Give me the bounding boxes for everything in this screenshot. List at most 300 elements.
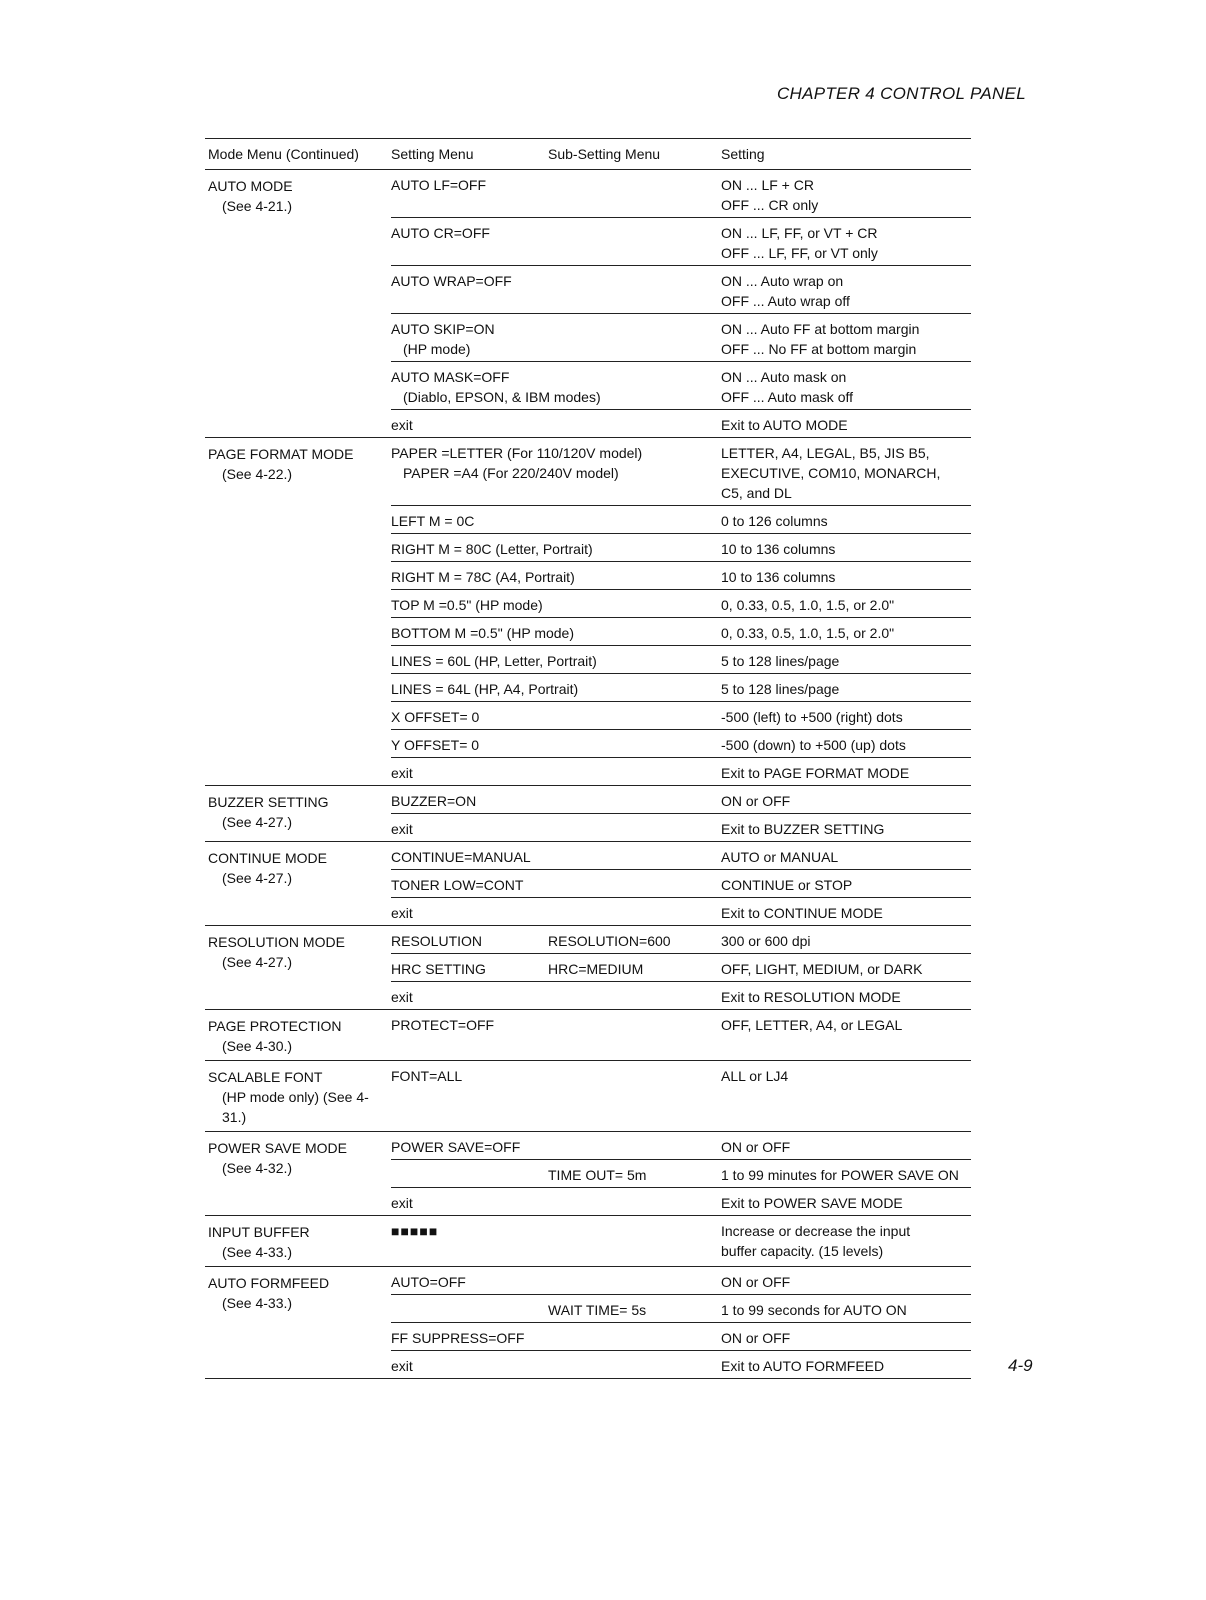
setting-menu-cell (391, 1137, 548, 1157)
sub-setting-menu-cell (548, 819, 721, 839)
setting-value-cell (721, 170, 971, 217)
sub-setting-menu-cell (548, 903, 721, 923)
sub-setting-menu-cell (548, 511, 721, 531)
setting-value-text: OFF ... No FF at bottom margin (721, 341, 917, 357)
table-section (205, 1061, 971, 1132)
table-row (391, 589, 971, 617)
setting-menu-cell (391, 959, 548, 979)
setting-menu-cell (391, 903, 548, 923)
setting-menu-cell (391, 875, 548, 895)
setting-menu-cell (391, 443, 643, 503)
table-row (391, 1322, 971, 1350)
menu-cell (391, 674, 721, 701)
setting-value-text: AUTO or MANUAL (721, 849, 839, 865)
setting-menu-text: X OFFSET= 0 (391, 709, 480, 725)
sub-setting-menu-cell (548, 223, 721, 263)
menu-cell (391, 1132, 721, 1159)
setting-value-cell (721, 842, 971, 869)
setting-menu-text: LEFT M = 0C (391, 513, 475, 529)
setting-value-cell (721, 618, 971, 645)
table-row (391, 786, 971, 813)
table-row (391, 1216, 971, 1263)
setting-value-text: ON ... LF, FF, or VT + CR (721, 225, 878, 241)
setting-menu-cell (391, 735, 548, 755)
setting-menu-cell (391, 1300, 548, 1320)
setting-value-cell (721, 1061, 971, 1088)
mode-name: SCALABLE FONT (208, 1069, 323, 1085)
setting-rows (391, 1132, 971, 1215)
setting-menu-text: ■■■■■ (391, 1223, 439, 1239)
setting-value-text: CONTINUE or STOP (721, 877, 853, 893)
setting-value-text: Exit to AUTO MODE (721, 417, 848, 433)
column-header-sub-setting-menu: Sub-Setting Menu (548, 146, 661, 162)
setting-menu-cell (391, 175, 548, 215)
table-row (391, 1350, 971, 1378)
setting-menu-text: HRC SETTING (391, 961, 486, 977)
setting-menu-cell (391, 415, 548, 435)
setting-menu-text: (HP mode) (403, 341, 471, 357)
setting-menu-cell (391, 707, 548, 727)
table-section (205, 842, 971, 926)
mode-name: PAGE PROTECTION (208, 1018, 342, 1034)
setting-menu-text: RESOLUTION (391, 933, 483, 949)
table-row (391, 533, 971, 561)
setting-value-text: Exit to POWER SAVE MODE (721, 1195, 903, 1211)
mode-menu-table (205, 138, 971, 1379)
table-row (391, 505, 971, 533)
setting-menu-text: exit (391, 417, 413, 433)
sub-setting-menu-cell (548, 1015, 721, 1035)
setting-menu-text: (Diablo, EPSON, & IBM modes) (403, 389, 601, 405)
menu-cell (391, 814, 721, 841)
menu-cell (391, 534, 721, 561)
menu-cell (391, 730, 721, 757)
menu-cell (391, 758, 721, 785)
setting-rows (391, 170, 971, 437)
menu-cell (391, 1061, 721, 1088)
table-section (205, 1010, 971, 1061)
setting-value-text: 0, 0.33, 0.5, 1.0, 1.5, or 2.0" (721, 625, 895, 641)
setting-value-text: -500 (left) to +500 (right) dots (721, 709, 903, 725)
setting-menu-cell (391, 819, 548, 839)
table-row (391, 217, 971, 265)
setting-menu-cell (391, 763, 548, 783)
setting-value-text: Exit to RESOLUTION MODE (721, 989, 901, 1005)
setting-value-cell (721, 870, 971, 897)
setting-value-cell (721, 1351, 971, 1378)
setting-menu-cell (391, 1193, 548, 1213)
setting-menu-cell (391, 511, 548, 531)
setting-menu-text: PAPER =A4 (For 220/240V model) (403, 465, 619, 481)
setting-value-cell (721, 410, 971, 437)
setting-menu-cell (391, 539, 593, 559)
setting-rows (391, 926, 971, 1009)
setting-menu-cell (391, 567, 575, 587)
setting-menu-text: exit (391, 905, 413, 921)
setting-value-cell (721, 218, 971, 265)
column-header-setting-menu: Setting Menu (391, 146, 474, 162)
setting-value-text: ALL or LJ4 (721, 1068, 789, 1084)
setting-value-cell (721, 562, 971, 589)
mode-cell (205, 786, 391, 841)
setting-value-text: 1 to 99 seconds for AUTO ON (721, 1302, 907, 1318)
table-row (391, 701, 971, 729)
setting-value-text: buffer capacity. (15 levels) (721, 1243, 884, 1259)
setting-menu-cell (391, 791, 548, 811)
table-row (391, 313, 971, 361)
setting-value-cell (721, 1188, 971, 1215)
menu-cell (391, 786, 721, 813)
setting-value-text: Increase or decrease the input (721, 1223, 911, 1239)
sub-setting-menu-cell (548, 1356, 721, 1376)
setting-value-text: LETTER, A4, LEGAL, B5, JIS B5, (721, 445, 930, 461)
setting-rows (391, 1267, 971, 1378)
setting-value-cell (721, 786, 971, 813)
menu-cell (391, 1323, 721, 1350)
setting-value-text: OFF ... LF, FF, or VT only (721, 245, 878, 261)
sub-setting-menu-cell (548, 1066, 721, 1086)
table-row (391, 438, 971, 505)
table-row (391, 1010, 971, 1037)
setting-value-text: 0, 0.33, 0.5, 1.0, 1.5, or 2.0" (721, 597, 895, 613)
table-section (205, 1132, 971, 1216)
setting-menu-text: exit (391, 1358, 413, 1374)
setting-value-cell (721, 926, 971, 953)
setting-value-text: ON or OFF (721, 1330, 791, 1346)
setting-value-text: Exit to PAGE FORMAT MODE (721, 765, 910, 781)
mode-cell (205, 1216, 391, 1266)
setting-value-text: 300 or 600 dpi (721, 933, 811, 949)
setting-menu-text: PROTECT=OFF (391, 1017, 495, 1033)
setting-value-cell (721, 646, 971, 673)
menu-cell (391, 1295, 721, 1322)
setting-value-text: 0 to 126 columns (721, 513, 828, 529)
setting-value-cell (721, 758, 971, 785)
mode-reference: (See 4-33.) (222, 1244, 293, 1260)
menu-cell (391, 1160, 721, 1187)
table-row (391, 645, 971, 673)
setting-menu-cell (391, 1221, 548, 1261)
setting-menu-cell (391, 595, 548, 615)
table-section (205, 926, 971, 1010)
setting-value-cell (721, 266, 971, 313)
setting-value-cell (721, 898, 971, 925)
setting-value-text: OFF, LETTER, A4, or LEGAL (721, 1017, 903, 1033)
setting-menu-cell (391, 847, 548, 867)
setting-menu-text: exit (391, 821, 413, 837)
setting-menu-text: AUTO SKIP=ON (391, 321, 495, 337)
menu-cell (391, 170, 721, 217)
setting-value-text: OFF, LIGHT, MEDIUM, or DARK (721, 961, 923, 977)
menu-cell (391, 898, 721, 925)
setting-menu-text: BOTTOM M =0.5" (HP mode) (391, 625, 574, 641)
setting-menu-cell (391, 651, 597, 671)
setting-value-text: EXECUTIVE, COM10, MONARCH, (721, 465, 941, 481)
setting-menu-cell (391, 319, 548, 359)
setting-menu-text: FF SUPPRESS=OFF (391, 1330, 525, 1346)
setting-value-text: ON ... Auto mask on (721, 369, 847, 385)
table-row (391, 869, 971, 897)
table-row (391, 981, 971, 1009)
menu-cell (391, 410, 721, 437)
setting-value-cell (721, 1010, 971, 1037)
setting-value-text: Exit to AUTO FORMFEED (721, 1358, 885, 1374)
setting-value-cell (721, 730, 971, 757)
setting-menu-cell (391, 623, 574, 643)
sub-setting-menu-cell: TIME OUT= 5m (548, 1167, 647, 1183)
setting-menu-text: RIGHT M = 78C (A4, Portrait) (391, 569, 575, 585)
mode-cell (205, 1010, 391, 1060)
setting-rows (391, 842, 971, 925)
setting-value-cell (721, 1216, 971, 1263)
chapter-header: CHAPTER 4 CONTROL PANEL (776, 84, 1026, 103)
setting-menu-text: exit (391, 1195, 413, 1211)
setting-menu-text: exit (391, 765, 413, 781)
mode-reference: (See 4-32.) (222, 1160, 293, 1176)
menu-cell (391, 646, 721, 673)
setting-menu-cell (391, 223, 548, 263)
setting-menu-cell (391, 1015, 548, 1035)
setting-menu-cell (391, 679, 579, 699)
setting-value-text: 5 to 128 lines/page (721, 681, 840, 697)
setting-value-text: 5 to 128 lines/page (721, 653, 840, 669)
sub-setting-menu-cell (548, 735, 721, 755)
setting-value-cell (721, 674, 971, 701)
menu-cell (391, 1188, 721, 1215)
setting-menu-cell (391, 1165, 548, 1185)
setting-value-cell (721, 954, 971, 981)
sub-setting-menu-cell (548, 1272, 721, 1292)
mode-name: AUTO MODE (208, 178, 293, 194)
mode-cell (205, 926, 391, 1009)
setting-menu-text: AUTO=OFF (391, 1274, 466, 1290)
sub-setting-menu-cell (548, 319, 721, 359)
table-row (391, 1294, 971, 1322)
setting-menu-text: AUTO WRAP=OFF (391, 273, 512, 289)
sub-setting-menu-cell (548, 1328, 721, 1348)
mode-reference: (See 4-33.) (222, 1295, 293, 1311)
mode-reference: (See 4-27.) (222, 814, 293, 830)
sub-setting-menu-cell (548, 847, 721, 867)
setting-menu-text: BUZZER=ON (391, 793, 477, 809)
setting-value-cell (721, 506, 971, 533)
table-row (391, 170, 971, 217)
table-row (391, 409, 971, 437)
mode-cell (205, 842, 391, 925)
sub-setting-menu-cell (548, 1137, 721, 1157)
setting-menu-cell (391, 367, 601, 407)
mode-name: BUZZER SETTING (208, 794, 329, 810)
setting-value-text: OFF ... CR only (721, 197, 819, 213)
setting-value-text: C5, and DL (721, 485, 792, 501)
setting-menu-cell (391, 271, 548, 311)
setting-value-text: 1 to 99 minutes for POWER SAVE ON (721, 1167, 959, 1183)
sub-setting-menu-cell (548, 595, 721, 615)
sub-setting-menu-cell (548, 367, 721, 407)
mode-name: PAGE FORMAT MODE (208, 446, 354, 462)
mode-reference: (HP mode only) (See 4-31.) (222, 1089, 369, 1125)
mode-name: POWER SAVE MODE (208, 1140, 347, 1156)
page-number: 4-9 (1008, 1356, 1033, 1375)
sub-setting-menu-cell (548, 623, 721, 643)
setting-value-cell (721, 1295, 971, 1322)
setting-menu-text: CONTINUE=MANUAL (391, 849, 531, 865)
setting-value-text: Exit to CONTINUE MODE (721, 905, 883, 921)
mode-name: AUTO FORMFEED (208, 1275, 330, 1291)
table-row (391, 361, 971, 409)
mode-cell (205, 1132, 391, 1215)
table-section (205, 1216, 971, 1267)
setting-menu-text: Y OFFSET= 0 (391, 737, 480, 753)
table-row (391, 1187, 971, 1215)
menu-cell (391, 266, 721, 313)
table-row (391, 1267, 971, 1294)
menu-cell (391, 954, 721, 981)
setting-menu-text: AUTO LF=OFF (391, 177, 487, 193)
setting-value-text: Exit to BUZZER SETTING (721, 821, 885, 837)
table-row (391, 953, 971, 981)
setting-value-cell (721, 702, 971, 729)
menu-cell (391, 870, 721, 897)
setting-value-text: 10 to 136 columns (721, 569, 836, 585)
table-row (391, 1061, 971, 1088)
mode-name: INPUT BUFFER (208, 1224, 310, 1240)
setting-value-cell (721, 982, 971, 1009)
setting-menu-cell (391, 1066, 548, 1086)
sub-setting-menu-cell (548, 443, 721, 503)
table-header-row (205, 139, 971, 170)
setting-menu-cell (391, 931, 548, 951)
menu-cell (391, 982, 721, 1009)
table-section (205, 786, 971, 842)
sub-setting-menu-cell (548, 415, 721, 435)
menu-cell (391, 314, 721, 361)
table-section (205, 438, 971, 786)
sub-setting-menu-cell (548, 791, 721, 811)
setting-value-text: ON or OFF (721, 1139, 791, 1155)
setting-menu-text: TOP M =0.5" (HP mode) (391, 597, 543, 613)
setting-menu-text: RIGHT M = 80C (Letter, Portrait) (391, 541, 593, 557)
setting-menu-text: TONER LOW=CONT (391, 877, 524, 893)
table-row (391, 813, 971, 841)
mode-cell (205, 1267, 391, 1378)
setting-value-cell (721, 1267, 971, 1294)
menu-cell (391, 1010, 721, 1037)
mode-name: RESOLUTION MODE (208, 934, 345, 950)
sub-setting-menu-cell (548, 679, 721, 699)
setting-value-text: ON or OFF (721, 1274, 791, 1290)
sub-setting-menu-cell: WAIT TIME= 5s (548, 1302, 647, 1318)
setting-menu-text: exit (391, 989, 413, 1005)
setting-value-text: 10 to 136 columns (721, 541, 836, 557)
setting-menu-cell (391, 1356, 548, 1376)
mode-reference: (See 4-22.) (222, 466, 293, 482)
table-row (391, 1159, 971, 1187)
column-header-setting: Setting (721, 146, 765, 162)
setting-rows (391, 1061, 971, 1131)
setting-value-cell (721, 534, 971, 561)
setting-value-cell (721, 1323, 971, 1350)
menu-cell (391, 562, 721, 589)
table-row (391, 561, 971, 589)
setting-menu-text: LINES = 64L (HP, A4, Portrait) (391, 681, 579, 697)
setting-value-text: ON ... LF + CR (721, 177, 814, 193)
setting-value-text: ON or OFF (721, 793, 791, 809)
mode-reference: (See 4-21.) (222, 198, 293, 214)
setting-menu-cell (391, 1272, 548, 1292)
setting-value-cell (721, 438, 971, 505)
setting-rows (391, 1216, 971, 1266)
setting-value-cell (721, 314, 971, 361)
setting-menu-text: PAPER =LETTER (For 110/120V model) (391, 445, 643, 461)
mode-name: CONTINUE MODE (208, 850, 327, 866)
menu-cell (391, 1216, 721, 1263)
table-body (205, 170, 971, 1379)
sub-setting-menu-cell (548, 763, 721, 783)
sub-setting-menu-cell (548, 567, 721, 587)
table-section (205, 1267, 971, 1379)
sub-setting-menu-cell: HRC=MEDIUM (548, 961, 644, 977)
setting-rows (391, 438, 971, 785)
table-row (391, 673, 971, 701)
menu-cell (391, 1267, 721, 1294)
sub-setting-menu-cell (548, 271, 721, 311)
mode-cell (205, 1061, 391, 1131)
menu-cell (391, 702, 721, 729)
table-row (391, 265, 971, 313)
setting-menu-text: AUTO MASK=OFF (391, 369, 510, 385)
menu-cell (391, 438, 721, 505)
mode-reference: (See 4-27.) (222, 870, 293, 886)
sub-setting-menu-cell (548, 651, 721, 671)
mode-reference: (See 4-27.) (222, 954, 293, 970)
sub-setting-menu-cell: RESOLUTION=600 (548, 933, 671, 949)
menu-cell (391, 362, 721, 409)
sub-setting-menu-cell (548, 1221, 721, 1261)
sub-setting-menu-cell (548, 707, 721, 727)
menu-cell (391, 1351, 721, 1378)
table-row (391, 1132, 971, 1159)
setting-value-cell (721, 362, 971, 409)
mode-cell (205, 170, 391, 437)
setting-menu-cell (391, 987, 548, 1007)
setting-value-text: ON ... Auto FF at bottom margin (721, 321, 920, 337)
column-header-mode: Mode Menu (Continued) (208, 146, 359, 162)
setting-value-text: ON ... Auto wrap on (721, 273, 844, 289)
setting-value-text: -500 (down) to +500 (up) dots (721, 737, 906, 753)
setting-value-text: OFF ... Auto wrap off (721, 293, 850, 309)
table-row (391, 617, 971, 645)
setting-menu-text: LINES = 60L (HP, Letter, Portrait) (391, 653, 597, 669)
sub-setting-menu-cell (548, 987, 721, 1007)
setting-menu-text: FONT=ALL (391, 1068, 463, 1084)
sub-setting-menu-cell (548, 175, 721, 215)
table-row (391, 926, 971, 953)
mode-cell (205, 438, 391, 785)
menu-cell (391, 842, 721, 869)
table-row (391, 842, 971, 869)
table-row (391, 897, 971, 925)
setting-value-cell (721, 1132, 971, 1159)
setting-menu-cell (391, 1328, 548, 1348)
menu-cell (391, 926, 721, 953)
setting-rows (391, 1010, 971, 1060)
sub-setting-menu-cell (548, 875, 721, 895)
table-row (391, 757, 971, 785)
setting-value-text: OFF ... Auto mask off (721, 389, 854, 405)
setting-menu-text: POWER SAVE=OFF (391, 1139, 521, 1155)
sub-setting-menu-cell (548, 539, 721, 559)
